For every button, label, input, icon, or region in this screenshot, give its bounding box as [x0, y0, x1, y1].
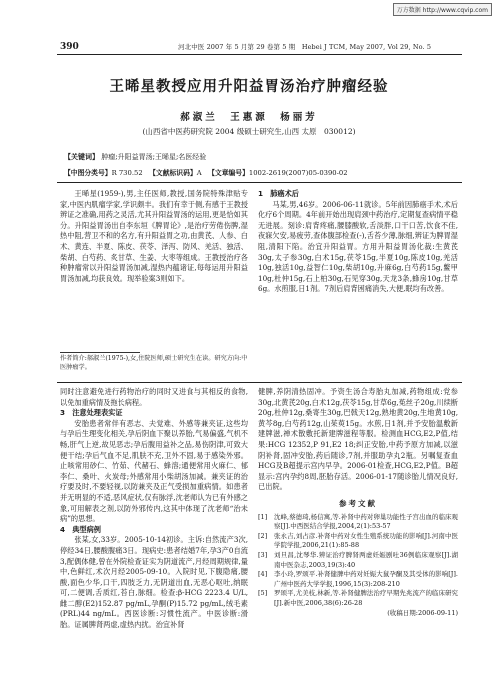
footnote-rule	[60, 352, 140, 353]
abstract-rule	[57, 182, 462, 183]
article-break-rule	[57, 382, 462, 383]
running-head: 河北中医 2007 年 5 月第 29 卷第 5 期 Hebei J TCM, May 2007, Vol 29, No. 5	[178, 43, 432, 51]
reference-text: 张永吉,刘占彦.补肾中药对女性生殖系统功能的影响[J].河南中医学院学报,2006,21(1):85-88	[274, 531, 458, 550]
body-paragraph: 安胎患者常伴有恶志、夫觉难、外感等兼夹证,这些均与孕后生理变化相关,孕后阴血下聚以养胎,气易偏盛,气机不畅,肝气上逆,故见恶志;孕后腹用益补之品,易伤阴津,可致大便干结;孕后气血不足,肌肤不充,卫外不固,易于感染外邪。止咳常用砂仁、竹茹、代赭石、蜂溶;通便常用火麻仁、郁李仁、桑叶、火炭母;外感常用小柴胡汤加减。兼夹证的治疗要及时,不要轻视,以防兼夹及正气受损加重病情。如患者并无明显的不适,恶风症状,仅有脉浮,沈老师认为已有外感之象,可用解表之剂,以防外邪传内,这其中体现了沈老师“治未病”的思想。	[60, 418, 248, 524]
keywords-line	[64, 152, 206, 162]
body-paragraph: 张某,女,33岁。2005-10-14初诊。主诉:自然流产3次,停经34日,腰酸腹痛3日。现病史:患者结婚7年,孕3产0自流3,配偶体健,曾在外院检查证实为阴道流产,月经周期规律,量中,色鲜红,术次月经2005-09-10。入院时见,下腹隐痛,腰酸,面色少华,口干,四肢乏力,无阴道出血,无恶心呕吐,纳眠可,二便调,舌质红,苔白,脉细。检查:β-HCG 2223.4 U/L,雌二醇(E2)152.87 pg/mL,孕酮(P)15.72 pg/mL,绒毛素(PRL)44 ng/mL。西医诊断:习惯性流产。中医诊断:滑胎。证属脾肾两虚,虚热内扰。治宜补肾	[60, 535, 248, 630]
reference-item	[258, 532, 458, 551]
reference-item	[258, 513, 458, 532]
section-heading: 4 典型病例	[60, 524, 101, 534]
page-number: 390	[60, 42, 79, 52]
reference-item	[258, 551, 458, 570]
doc-code-label: 【文献标识码】	[149, 169, 197, 177]
watermark-stamp: 万方数据 http://www.cqvip.com	[393, 3, 492, 16]
keywords: 肿瘤;升阳益胃汤;王晞星;名医经验	[101, 153, 207, 161]
article-number-label: 【文章编号】	[208, 169, 249, 177]
intro-column	[60, 189, 248, 284]
reference-text: 沈峰,蔡德琦,杨信寓,等.补肾中药对卵巢功能性子宫出血的临床观察[J].中西医结合学报,2004,2(1):53-57	[274, 512, 458, 531]
article-affiliation: (山西省中医药研究院 2004 级硕士研究生,山西 太原 030012)	[142, 127, 356, 136]
section-heading: 1 肺癌术后	[258, 189, 299, 198]
left-body-column	[60, 387, 248, 631]
right-body-column	[258, 387, 458, 619]
body-paragraph: 同时注意避免进行药物治疗的同时又进食与其相反的食物,以免加重病情及拖长病程。	[60, 387, 248, 407]
reference-item	[258, 589, 458, 608]
identifiers-line	[64, 167, 348, 177]
reference-text: 罗颂平,尤美枝,林新,等.补肾健脾法治疗早期先兆流产的临床研究[J].新中医,2006,38(6):26-28	[274, 589, 458, 607]
author-note: 作者简介:郝淑兰(1975-),女,住院医师,硕士研究生在读。研究方向:中医肿瘤学。	[60, 355, 248, 371]
reference-number: [2]	[258, 531, 268, 540]
received-date: (收稿日期:2006-09-11)	[387, 609, 458, 618]
clc-label: 【中图分类号】	[64, 169, 112, 177]
references-heading: 参考文献	[339, 498, 377, 508]
intro-paragraph: 王晞星(1959-),男,主任医师,教授,国务院特殊津贴专家,中医内肌瘤学家,学识颇丰。我们有幸于侧,有感于王教授辨证之准确,用药之灵活,尤其升阳益胃汤的运用,更是恰如其分。升阳益胃汤出自李东垣《脾胃论》,是治疗劳倦伤脾,湿热中阻,营卫不和的名方,有升阳益胃之功,由黄芪、人参、白术、黄连、半夏、陈皮、茯苓、泽泻、防风、羌活、独活、柴胡、白芍药、炙甘草、生姜、大枣等组成。王教授治疗各种肿瘤常以升阳益胃汤加减,湿热内蕴诸证,每每运用升阳益胃汤加减,均获良效。现举验案3则如下。	[60, 189, 248, 283]
section-heading: 3 注意处理表实证	[60, 408, 123, 418]
header-rule	[57, 54, 462, 55]
reference-number: [3]	[258, 550, 268, 559]
reference-item	[258, 570, 458, 589]
clc-code: R 730.52	[111, 169, 143, 177]
article-number: 1002-2619(2007)05-0390-02	[248, 169, 348, 177]
case-paragraph: 马某,男,46岁。2006-06-11就诊。5年前因肺癌手术,术后化疗6个周期。4年前开始出现肩颈中药治疗,定期复查病情平稳无进展。刻诊:肩背疼痛,腰膝酸软,舌淡胖,口干口苦,饮食不佳,夜寐欠安,易疲劳,查体腹部检查(-),舌苔少薄,脉细,辨证为脾胃湿阻,清阳下陷。治宜升阳益胃。方用升阳益胃汤化裁:生黄芪30g,太子参30g,白术15g,茯苓15g,半夏10g,陈皮10g,羌活10g,独活10g,益智仁10g,柴胡10g,升麻6g,白芍药15g,鳖甲10g,杜仲15g,石上柏30g,石见穿30g,天龙3条,蜂房10g,甘草6g。水煎服,日1剂。7剂后肩背困痛消失,大便,眠均有改善。	[258, 199, 458, 294]
body-paragraph: 健脾,养阴清热固冲。予资生汤合寿胎丸加减,药物组成:党参30g,北黄芪20g,白术12g,茯苓15g,甘草6g,菟丝子20g,川续断20g,杜仲12g,桑寄生30g,巴戟天12g,熟地黄20g,生地黄10g,黄芩8g,白芍药12g,山茱萸15g。水煎,日1剂,并予安胎温敷新建牌滋,禅术散敷托新建牌滋程等服。检测血HCG,E2,P值,结果:HCG 12352,P 91,E2 18;纠正安胎,中药予原方加减,以滋阴补肾,固冲安胎,药后随诊,7剂,并服助孕丸2瓶。另嘱复查血HCG及B超提示宫内早孕。2006-01检查,HCG,E2,P值。B超显示:宫内孕约8周,胚胎存活。2006-01-17随诊胎儿情况良好,已出院。	[258, 387, 458, 492]
article-authors: 郝淑兰 王惠源 杨丽芳	[180, 112, 318, 123]
reference-number: [4]	[258, 570, 268, 579]
case-column	[258, 189, 458, 295]
keywords-label: 【关键词】	[64, 152, 99, 161]
reference-text: 刘旦昌,沈琴华.辨证治疗脾肾两虚妊娠剧吐36例临床观察[J].湖南中医杂志,2003,19(3):40	[274, 550, 458, 569]
reference-text: 李小玲,罗颂平.补肾健脾中药对妊娠大鼠孕酮及其受体的影响[J].广州中医药大学学报,1996,15(3):208-210	[274, 570, 458, 588]
article-title: 王晞星教授应用升阳益胃汤治疗肿瘤经验	[109, 78, 389, 95]
doc-code: A	[196, 169, 202, 177]
reference-number: [5]	[258, 589, 268, 598]
reference-number: [1]	[258, 512, 268, 521]
